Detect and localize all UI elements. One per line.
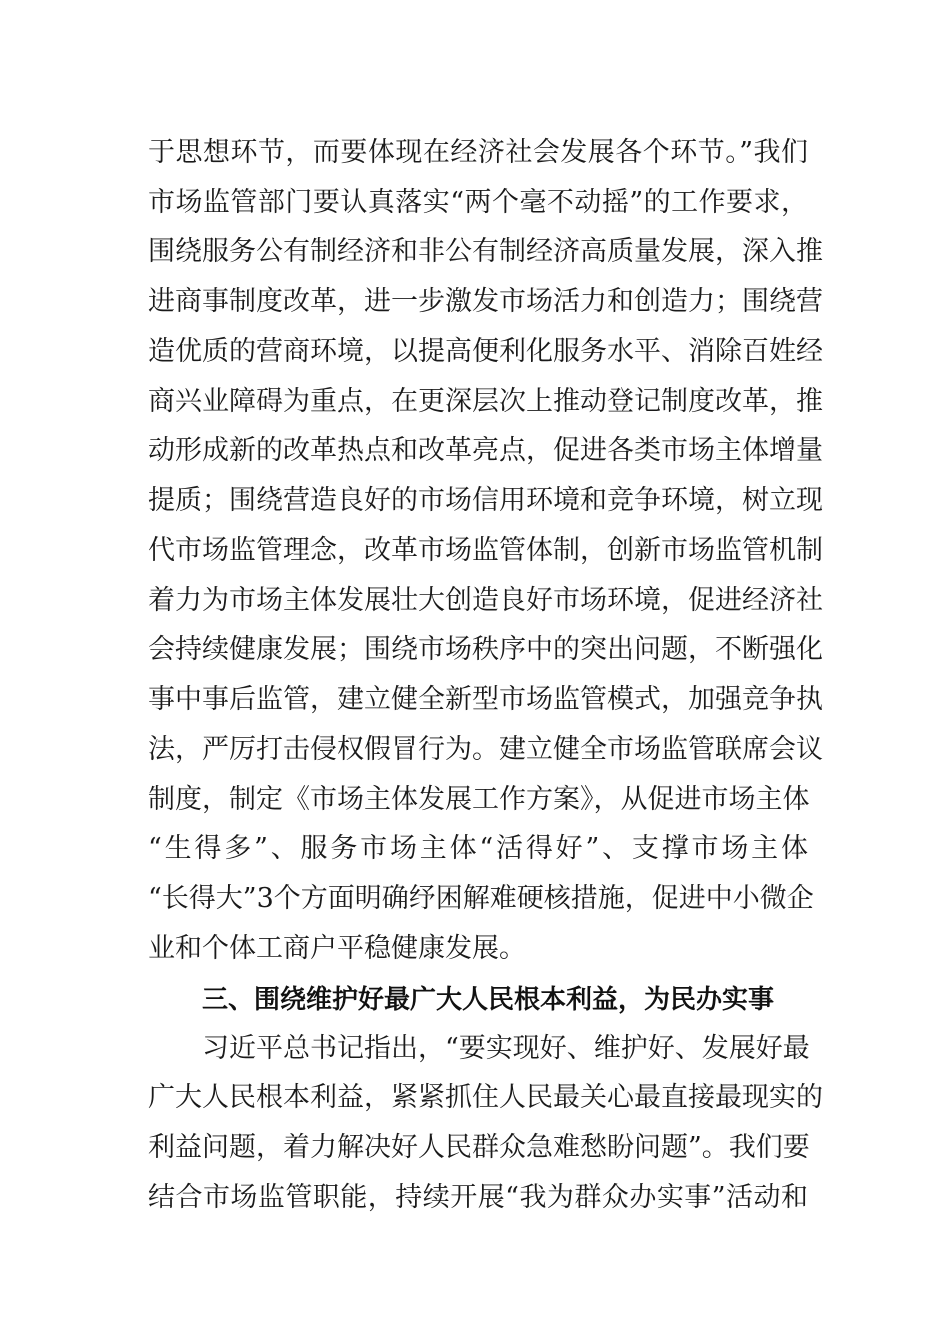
body-text-line: 广大人民根本利益，紧紧抓住人民最关心最直接最现实的 bbox=[148, 1082, 823, 1113]
body-text-line: 会持续健康发展；围绕市场秩序中的突出问题，不断强化 bbox=[148, 634, 823, 665]
section-heading: 三、围绕维护好最广大人民根本利益，为民办实事 bbox=[202, 985, 775, 1015]
body-text-line: 制度，制定《市场主体发展工作方案》，从促进市场主体 bbox=[148, 784, 810, 815]
body-text-line: 动形成新的改革热点和改革亮点，促进各类市场主体增量 bbox=[148, 435, 823, 466]
body-text-line: 造优质的营商环境，以提高便利化服务水平、消除百姓经 bbox=[148, 336, 823, 367]
body-text-line: 商兴业障碍为重点，在更深层次上推动登记制度改革，推 bbox=[148, 386, 823, 417]
body-text-line: 提质；围绕营造良好的市场信用环境和竞争环境，树立现 bbox=[148, 485, 823, 516]
body-text-line: 习近平总书记指出，“要实现好、维护好、发展好最 bbox=[202, 1033, 810, 1064]
body-text-line: 于思想环节，而要体现在经济社会发展各个环节。”我们 bbox=[148, 137, 808, 168]
body-text-line: 结合市场监管职能，持续开展“我为群众办实事”活动和 bbox=[148, 1182, 808, 1213]
body-text-line: 代市场监管理念，改革市场监管体制，创新市场监管机制 bbox=[148, 535, 823, 566]
body-text-line: 法，严厉打击侵权假冒行为。建立健全市场监管联席会议 bbox=[148, 734, 823, 765]
body-text-line: 业和个体工商户平稳健康发展。 bbox=[148, 933, 526, 964]
body-text-line: 利益问题，着力解决好人民群众急难愁盼问题”。我们要 bbox=[148, 1132, 810, 1163]
body-text-line: 市场监管部门要认真落实“两个毫不动摇”的工作要求， bbox=[148, 187, 808, 218]
body-text-line: 进商事制度改革，进一步激发市场活力和创造力；围绕营 bbox=[148, 286, 823, 317]
body-text-line: 着力为市场主体发展壮大创造良好市场环境，促进经济社 bbox=[148, 585, 823, 616]
body-text-line: 围绕服务公有制经济和非公有制经济高质量发展，深入推 bbox=[148, 236, 823, 267]
body-text-line: “生得多”、服务市场主体“活得好”、支撑市场主体 bbox=[148, 833, 808, 864]
body-text-line: “长得大”3个方面明确纾困解难硬核措施，促进中小微企 bbox=[148, 883, 814, 914]
body-text-line: 事中事后监管，建立健全新型市场监管模式，加强竞争执 bbox=[148, 684, 823, 715]
